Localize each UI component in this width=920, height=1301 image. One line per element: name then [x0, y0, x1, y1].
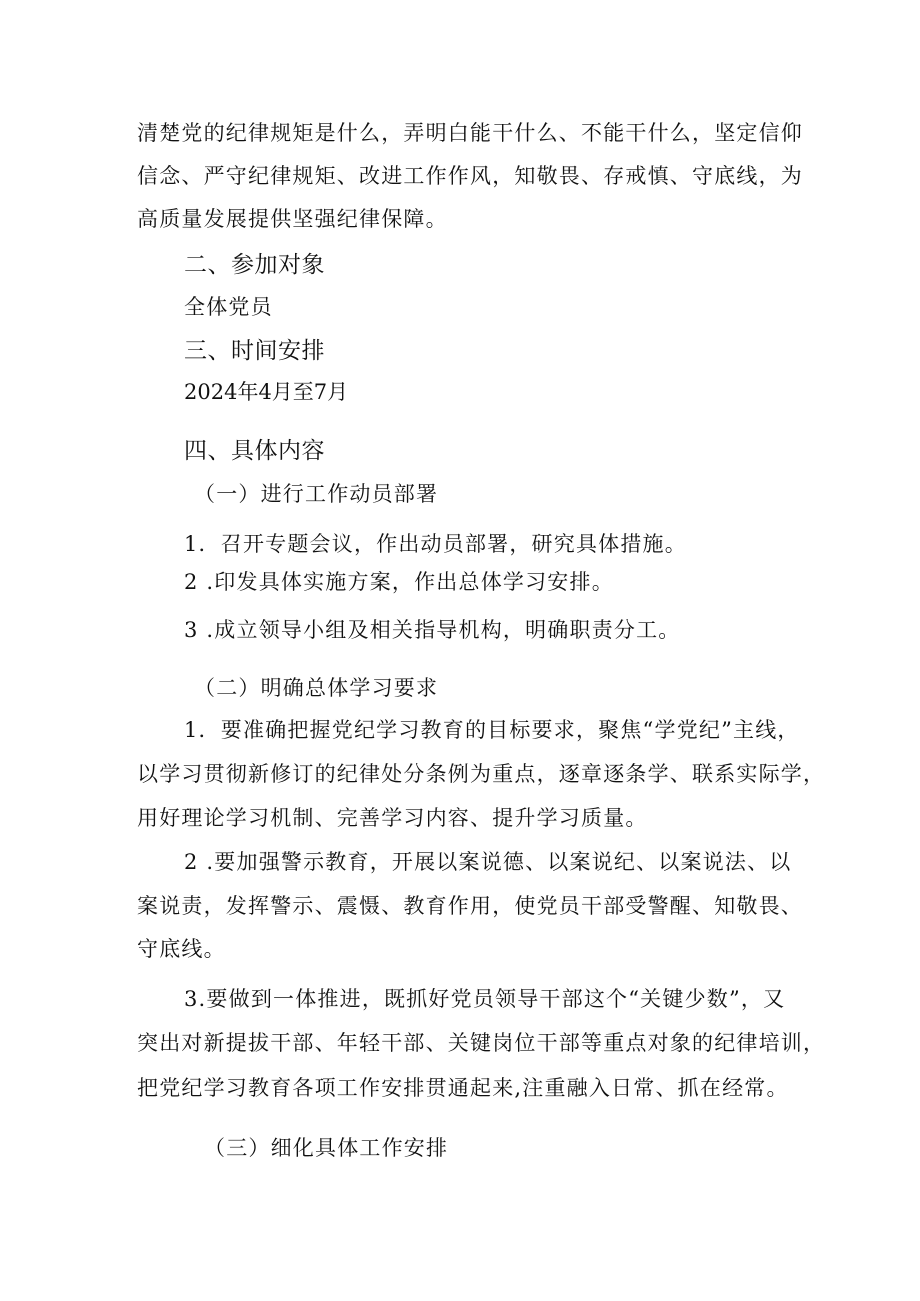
subsection-2-item-1-line-2: 以学习贯彻新修订的纪律处分条例为重点，逐章逐条学、联系实际学， [137, 762, 826, 786]
subsection-2-item-1-line-1: 1．要准确把握党纪学习教育的目标要求，聚焦“学党纪”主线， [184, 718, 800, 742]
subsection-1-item-2: 2 .印发具体实施方案，作出总体学习安排。 [184, 570, 614, 594]
intro-line-3: 高质量发展提供坚强纪律保障。 [137, 207, 448, 231]
intro-line-1: 清楚党的纪律规矩是什么，弄明白能干什么、不能干什么，坚定信仰 [137, 121, 803, 145]
section-2-heading: 二、参加对象 [184, 252, 325, 278]
subsection-2-item-2-line-3: 守底线。 [137, 937, 226, 961]
subsection-1-title: （一）进行工作动员部署 [194, 482, 439, 506]
section-2-body: 全体党员 [184, 295, 273, 319]
subsection-1-item-1: 1．召开专题会议，作出动员部署，研究具体措施。 [184, 532, 687, 556]
intro-line-2: 信念、严守纪律规矩、改进工作作风，知敬畏、存戒慎、守底线，为 [137, 164, 803, 188]
subsection-3-title: （三）细化具体工作安排 [204, 1136, 449, 1160]
subsection-2-item-3-line-1: 3.要做到一体推进，既抓好党员领导干部这个“关键少数”，又 [184, 987, 786, 1011]
subsection-2-item-3-line-2: 突出对新提拔干部、年轻干部、关键岗位干部等重点对象的纪律培训， [137, 1031, 826, 1055]
subsection-2-item-2-line-2: 案说责，发挥警示、震慑、教育作用，使党员干部受警醒、知敬畏、 [137, 894, 803, 918]
section-4-heading: 四、具体内容 [184, 438, 325, 464]
subsection-1-item-3: 3 .成立领导小组及相关指导机构，明确职责分工。 [184, 618, 681, 642]
subsection-2-item-1-line-3: 用好理论学习机制、完善学习内容、提升学习质量。 [137, 806, 648, 830]
subsection-2-item-3-line-3: 把党纪学习教育各项工作安排贯通起来,注重融入日常、抓在经常。 [137, 1076, 789, 1100]
subsection-2-title: （二）明确总体学习要求 [194, 676, 439, 700]
subsection-2-item-2-line-1: 2 .要加强警示教育，开展以案说德、以案说纪、以案说法、以 [184, 850, 792, 874]
section-3-heading: 三、时间安排 [184, 338, 325, 364]
section-3-body: 2024年4月至7月 [184, 380, 349, 404]
